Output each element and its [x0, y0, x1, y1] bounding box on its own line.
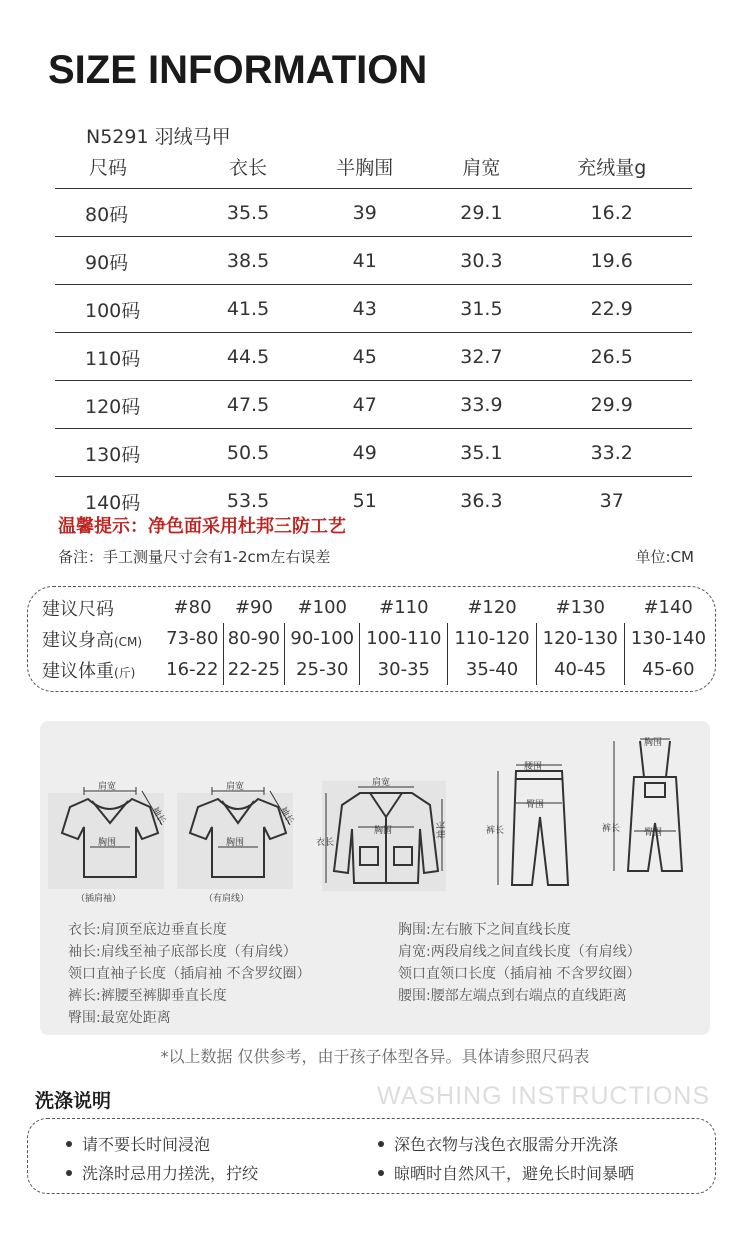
header-shoulder: 肩宽 — [431, 144, 531, 189]
size-table-cell: 44.5 — [198, 333, 298, 381]
warm-tip: 温馨提示：净色面采用杜邦三防工艺 — [58, 516, 346, 537]
size-table-cell: 35.1 — [431, 429, 531, 477]
size-table-cell: 22.9 — [531, 285, 692, 333]
overalls-chest-label: 胸围 — [644, 738, 663, 748]
size-table-cell: 35.5 — [198, 189, 298, 237]
rec-weight: 40-45 — [536, 654, 624, 685]
washing-item-text: 深色衣物与浅色衣服需分开洗涤 — [394, 1135, 619, 1154]
recommend-size-label: 建议尺码 — [42, 598, 114, 620]
size-table-cell: 47.5 — [198, 381, 298, 429]
garment-illustrations — [40, 721, 710, 911]
rec-size: #100 — [297, 597, 347, 618]
rec-size: #120 — [467, 597, 517, 618]
size-table-cell: 30.3 — [431, 237, 531, 285]
jacket-chest-label: 胸围 — [374, 826, 393, 836]
size-table-cell: 29.1 — [431, 189, 531, 237]
size-table-cell: 120码 — [55, 381, 198, 429]
rec-height: 100-110 — [360, 623, 448, 654]
size-table-cell: 39 — [298, 189, 431, 237]
product-name: N5291 羽绒马甲 — [86, 126, 231, 148]
overalls-hip-label: 臀围 — [644, 828, 663, 838]
raglan-shoulder-label: 肩宽 — [98, 782, 117, 792]
note-line: 裤长:裤腰至裤脚垂直长度 — [68, 988, 227, 1004]
diagram-notes-right — [398, 919, 641, 1007]
washing-item — [66, 1132, 210, 1155]
size-table-cell: 51 — [352, 490, 377, 512]
size-table-cell: 26.5 — [531, 333, 692, 381]
size-table-cell: 130码 — [55, 429, 198, 477]
jacket-shoulder-label: 肩宽 — [372, 778, 391, 788]
size-table-cell: 33.2 — [531, 429, 692, 477]
size-table-cell: 19.6 — [531, 237, 692, 285]
size-table-row — [55, 333, 692, 381]
size-table-cell: 31.5 — [431, 285, 531, 333]
header-size: 尺码 — [55, 144, 198, 189]
rec-height: 80-90 — [223, 623, 285, 654]
washing-title: 洗涤说明 — [35, 1090, 112, 1112]
raglan-sleeve-label: 袖长 — [149, 805, 168, 827]
bullet-icon — [66, 1141, 72, 1147]
rec-height: 120-130 — [536, 623, 624, 654]
note-line: 腰围:腰部左端点到右端点的直线距离 — [398, 988, 627, 1004]
pants-length-label: 裤长 — [486, 826, 505, 836]
rec-height: 130-140 — [624, 623, 712, 654]
note-line: 领口直袖子长度（插肩袖 不含罗纹圈） — [68, 966, 311, 982]
size-table-cell: 90码 — [55, 237, 198, 285]
recommend-weight-label — [36, 654, 162, 685]
setin-caption: （有肩线） — [204, 894, 250, 904]
header-down-fill: 充绒量g — [531, 144, 692, 189]
pants-hip-label: 臀围 — [526, 800, 545, 810]
size-table-cell: 53.5 — [226, 490, 270, 512]
washing-item-text: 晾晒时自然风干，避免长时间暴晒 — [394, 1164, 635, 1183]
washing-title-en: WASHING INSTRUCTIONS — [377, 1082, 710, 1110]
rec-height: 73-80 — [166, 628, 219, 649]
size-table-cell: 43 — [298, 285, 431, 333]
recommend-height-label — [36, 623, 162, 654]
setin-chest-label: 胸围 — [226, 838, 245, 848]
size-table-cell: 38.5 — [198, 237, 298, 285]
size-table-cell: 33.9 — [431, 381, 531, 429]
rec-size: #130 — [555, 597, 605, 618]
unit-label: 单位:CM — [635, 548, 694, 566]
note-line: 胸围:左右腋下之间直线长度 — [398, 922, 571, 938]
overalls-icon — [614, 739, 682, 871]
rec-height: 90-100 — [285, 623, 360, 654]
rec-size: #140 — [643, 597, 693, 618]
setin-sleeve-label: 袖长 — [277, 805, 296, 827]
height-label-text: 建议身高 — [42, 629, 114, 651]
jacket-length-label: 衣长 — [316, 838, 335, 848]
washing-item — [378, 1161, 634, 1184]
size-table-cell: 41.5 — [198, 285, 298, 333]
washing-item-text: 请不要长时间浸泡 — [82, 1135, 211, 1154]
size-table-cell: 16.2 — [531, 189, 692, 237]
page-title: SIZE INFORMATION — [48, 48, 428, 92]
recommend-table — [36, 592, 712, 685]
pants-waist-label: 腰围 — [524, 762, 543, 772]
measurement-diagram-panel — [40, 721, 710, 1035]
size-table-row — [55, 189, 692, 237]
header-chest: 半胸围 — [298, 144, 431, 189]
size-table-cell: 47 — [298, 381, 431, 429]
size-table-cell: 45 — [298, 333, 431, 381]
size-table — [55, 144, 692, 524]
rec-size: #80 — [173, 597, 212, 618]
note-line: 臀围:最宽处距离 — [68, 1010, 171, 1026]
size-table-cell: 100码 — [55, 285, 198, 333]
size-table-cell: 49 — [298, 429, 431, 477]
diagram-notes-left — [68, 919, 310, 1029]
size-table-cell: 80码 — [55, 189, 198, 237]
size-table-cell: 140码 — [85, 491, 141, 514]
size-table-header — [55, 144, 692, 189]
setin-shoulder-label: 肩宽 — [226, 782, 245, 792]
measure-note: 备注：手工测量尺寸会有1-2cm左右误差 — [58, 548, 331, 566]
size-table-cell: 41 — [298, 237, 431, 285]
size-table-row — [55, 429, 692, 477]
jacket-icon — [322, 781, 446, 891]
rec-size: #90 — [234, 597, 273, 618]
note-line: 肩宽:两段肩线之间直线长度（有肩线） — [398, 944, 641, 960]
size-table-cell: 32.7 — [431, 333, 531, 381]
overalls-length-label: 裤长 — [602, 824, 621, 834]
note-line: 领口直领口长度（插肩袖 不含罗纹圈） — [398, 966, 641, 982]
pants-icon — [498, 765, 568, 885]
weight-label-text: 建议体重 — [42, 660, 114, 682]
rec-weight: 16-22 — [166, 659, 219, 680]
jacket-sleeve-label: 袖长 — [437, 820, 447, 839]
washing-item-text: 洗涤时忌用力搓洗，拧绞 — [82, 1164, 259, 1183]
washing-item — [378, 1132, 618, 1155]
height-unit: (CM) — [114, 634, 143, 649]
size-table-cell: 50.5 — [198, 429, 298, 477]
size-table-cell: 36.3 — [460, 490, 503, 512]
bullet-icon — [66, 1170, 72, 1176]
note-line: 袖长:肩线至袖子底部长度（有肩线） — [68, 944, 297, 960]
recommend-weight-row — [36, 654, 712, 685]
rec-height: 110-120 — [448, 623, 536, 654]
size-table-row — [55, 285, 692, 333]
note-line: 衣长:肩顶至底边垂直长度 — [68, 922, 227, 938]
disclaimer-text: *以上数据 仅供参考，由于孩子体型各异。具体请参照尺码表 — [160, 1047, 590, 1066]
recommend-height-row — [36, 623, 712, 654]
size-table-cell: 29.9 — [531, 381, 692, 429]
rec-weight: 22-25 — [223, 654, 285, 685]
header-length: 衣长 — [198, 144, 298, 189]
washing-item — [66, 1161, 258, 1184]
recommend-size-row — [36, 592, 712, 623]
size-table-cell: 110码 — [55, 333, 198, 381]
bullet-icon — [378, 1141, 384, 1147]
rec-size: #110 — [379, 597, 429, 618]
raglan-chest-label: 胸围 — [98, 838, 117, 848]
rec-weight: 45-60 — [624, 654, 712, 685]
rec-weight: 25-30 — [285, 654, 360, 685]
rec-weight: 35-40 — [448, 654, 536, 685]
size-table-row — [55, 237, 692, 285]
bullet-icon — [378, 1170, 384, 1176]
size-table-row — [55, 381, 692, 429]
size-table-cell: 37 — [599, 490, 624, 512]
rec-weight: 30-35 — [360, 654, 448, 685]
weight-unit: (斤) — [114, 665, 136, 680]
raglan-caption: （插肩袖） — [76, 894, 122, 904]
